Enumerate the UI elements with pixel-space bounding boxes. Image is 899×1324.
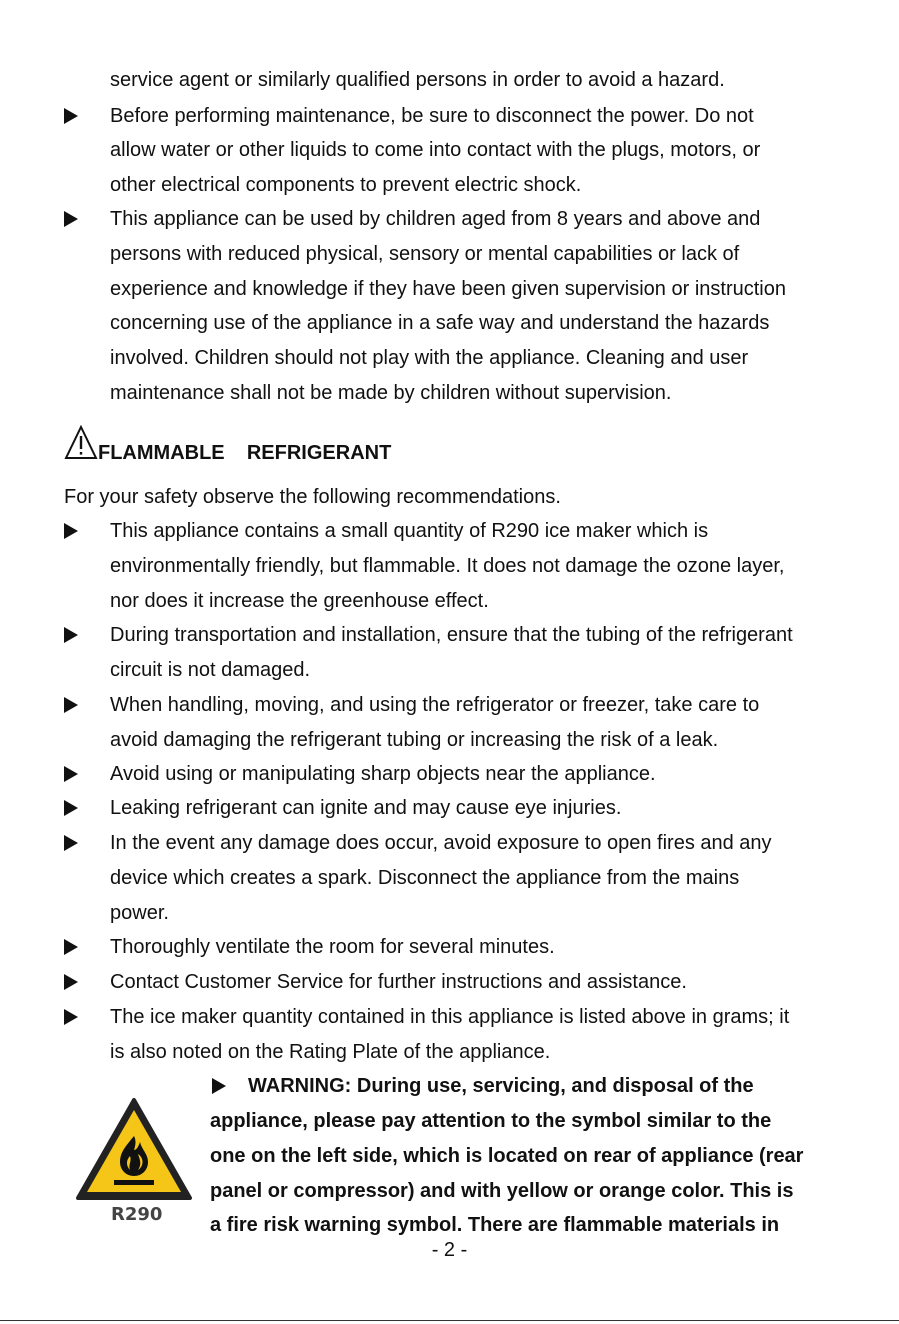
bullet-arrow-icon <box>64 1009 78 1025</box>
bullet-text-line: Contact Customer Service for further instructions and assistance. <box>110 971 687 993</box>
bullet-arrow-icon <box>64 211 78 227</box>
section-intro: For your safety observe the following recommendations. <box>64 486 561 508</box>
bullet-text-line: concerning use of the appliance in a safe way and understand the hazards <box>110 312 770 334</box>
bullet-text-line: other electrical components to prevent electric shock. <box>110 174 582 196</box>
warning-text-line: appliance, please pay attention to the symbol similar to the <box>210 1110 772 1132</box>
bullet-text-line: In the event any damage does occur, avoid exposure to open fires and any <box>110 832 772 854</box>
bullet-arrow-icon <box>64 627 78 643</box>
bullet-text-line: circuit is not damaged. <box>110 659 311 681</box>
bullet-text-line: Avoid using or manipulating sharp objects near the appliance. <box>110 763 656 785</box>
bullet-text-line: power. <box>110 902 169 924</box>
bullet-text-line: allow water or other liquids to come into contact with the plugs, motors, or <box>110 139 761 161</box>
symbol-label: R290 <box>111 1204 163 1225</box>
bullet-arrow-icon <box>64 974 78 990</box>
warning-text-line: a fire risk warning symbol. There are flammable materials in <box>210 1214 780 1236</box>
bullet-text-line: avoid damaging the refrigerant tubing or increasing the risk of a leak. <box>110 729 719 751</box>
bullet-text-line: When handling, moving, and using the refrigerator or freezer, take care to <box>110 694 760 716</box>
warning-text-line: one on the left side, which is located on rear of appliance (rear <box>210 1145 804 1167</box>
bullet-arrow-icon <box>64 939 78 955</box>
warning-triangle-icon <box>64 425 98 461</box>
section-title: FLAMMABLE REFRIGERANT <box>98 442 392 464</box>
flammable-symbol <box>74 1096 194 1236</box>
continuation-text: service agent or similarly qualified persons in order to avoid a hazard. <box>110 69 725 91</box>
bullet-arrow-icon <box>212 1078 226 1094</box>
bullet-text-line: involved. Children should not play with the appliance. Cleaning and user <box>110 347 749 369</box>
bullet-text-line: The ice maker quantity contained in this appliance is listed above in grams; it <box>110 1006 790 1028</box>
bullet-arrow-icon <box>64 108 78 124</box>
bullet-text-line: persons with reduced physical, sensory or mental capabilities or lack of <box>110 243 740 265</box>
bullet-text-line: Thoroughly ventilate the room for several minutes. <box>110 936 555 958</box>
bullet-text-line: maintenance shall not be made by children without supervision. <box>110 382 672 404</box>
warning-text-line: panel or compressor) and with yellow or orange color. This is <box>210 1180 794 1202</box>
bullet-text-line: device which creates a spark. Disconnect the appliance from the mains <box>110 867 740 889</box>
bullet-text-line: is also noted on the Rating Plate of the appliance. <box>110 1041 551 1063</box>
bullet-text-line: Leaking refrigerant can ignite and may cause eye injuries. <box>110 797 622 819</box>
bullet-text-line: During transportation and installation, ensure that the tubing of the refrigerant <box>110 624 793 646</box>
warning-text-line: WARNING: During use, servicing, and disposal of the <box>248 1075 754 1097</box>
bullet-text-line: experience and knowledge if they have been given supervision or instruction <box>110 278 786 300</box>
bullet-arrow-icon <box>64 800 78 816</box>
bullet-text-line: This appliance contains a small quantity of R290 ice maker which is <box>110 520 709 542</box>
bullet-arrow-icon <box>64 835 78 851</box>
bullet-text-line: This appliance can be used by children aged from 8 years and above and <box>110 208 761 230</box>
bullet-arrow-icon <box>64 766 78 782</box>
bullet-text-line: environmentally friendly, but flammable. It does not damage the ozone layer, <box>110 555 785 577</box>
bullet-arrow-icon <box>64 523 78 539</box>
bullet-arrow-icon <box>64 697 78 713</box>
bullet-text-line: nor does it increase the greenhouse effect. <box>110 590 489 612</box>
flammable-warning-icon <box>74 1096 194 1204</box>
bottom-divider <box>0 1320 899 1321</box>
bullet-text-line: Before performing maintenance, be sure to disconnect the power. Do not <box>110 105 754 127</box>
page-number: - 2 - <box>431 1239 468 1261</box>
